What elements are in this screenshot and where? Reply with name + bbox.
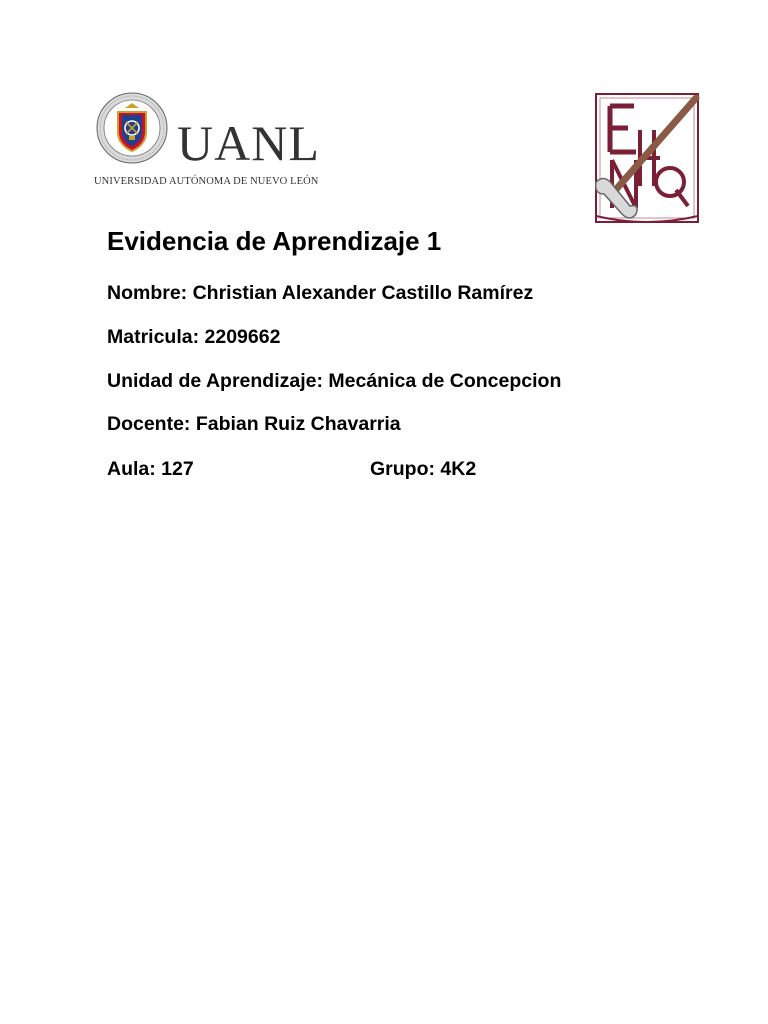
classroom: Aula: 127	[107, 458, 194, 480]
teacher-name: Docente: Fabian Ruiz Chavarria	[107, 413, 401, 435]
course-unit: Unidad de Aprendizaje: Mecánica de Concepcion	[107, 370, 562, 392]
uanl-full-name: UNIVERSIDAD AUTÓNOMA DE NUEVO LEÓN	[94, 176, 319, 187]
group: Grupo: 4K2	[370, 458, 477, 480]
student-id: Matricula: 2209662	[107, 326, 281, 348]
uanl-wordmark: UANL	[177, 115, 320, 171]
student-name: Nombre: Christian Alexander Castillo Ramírez	[107, 282, 534, 304]
uanl-seal-icon	[96, 92, 168, 164]
document-title: Evidencia de Aprendizaje 1	[107, 226, 442, 256]
fime-logo-icon	[590, 90, 704, 230]
uanl-logo	[94, 90, 324, 190]
